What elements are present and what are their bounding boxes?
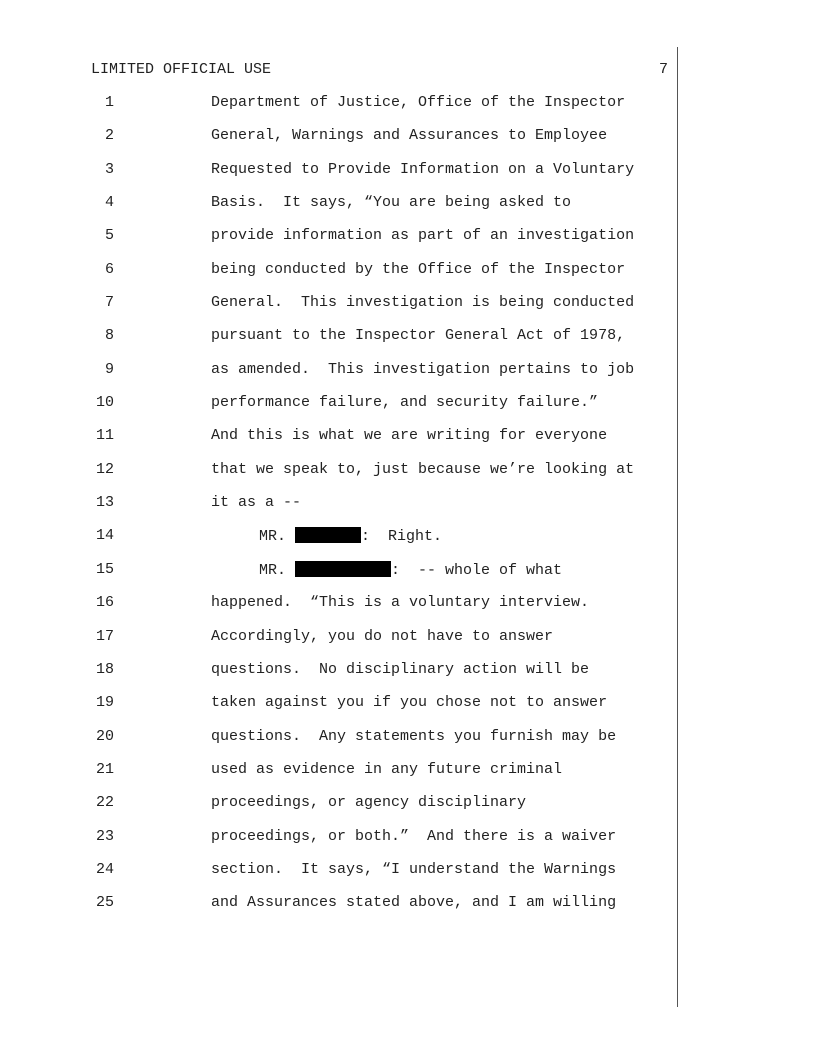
line-number: 13 [95,494,114,512]
line-number: 21 [95,760,114,778]
line-text: being conducted by the Office of the Inspector [211,260,626,278]
line-text: section. It says, “I understand the Warnings [211,860,617,878]
line-text: as amended. This investigation pertains to job [211,360,635,378]
line-text: proceedings, or agency disciplinary [211,794,527,812]
redaction-bar [295,527,361,543]
line-number: 3 [104,160,114,178]
line-text: happened. “This is a voluntary interview. [211,594,590,612]
transcript-line [0,294,816,327]
transcript-line [0,828,816,861]
line-number: 7 [104,294,114,312]
transcript-line [0,794,816,827]
transcript-line [0,661,816,694]
line-number: 9 [104,360,114,378]
line-number: 12 [95,460,114,478]
speaker-remark: : Right. [361,528,443,546]
line-text: Basis. It says, “You are being asked to [211,194,572,212]
line-text: And this is what we are writing for everyone [211,427,608,445]
transcript-line [0,427,816,460]
transcript-line [0,761,816,794]
line-number: 8 [104,327,114,345]
transcript-line [0,861,816,894]
transcript-line [0,494,816,527]
line-number: 22 [95,794,114,812]
transcript-line [0,694,816,727]
transcript-line [0,894,816,927]
line-text: that we speak to, just because we’re looking at [211,460,635,478]
transcript-line [0,561,816,594]
transcript-line [0,227,816,260]
redaction-bar [295,561,391,577]
line-text: provide information as part of an investigation [211,227,635,245]
line-text: General, Warnings and Assurances to Employee [211,127,608,145]
line-text: it as a -- [211,494,302,512]
line-text: Department of Justice, Office of the Inspector [211,94,626,111]
page-number: 7 [658,61,668,78]
line-text: General. This investigation is being conducted [211,294,635,312]
line-number: 4 [104,194,114,212]
transcript-line [0,628,816,661]
line-number: 10 [95,394,114,412]
line-text: performance failure, and security failure.” [211,394,599,412]
line-number: 16 [95,594,114,612]
transcript-line [0,127,816,160]
speaker-title: MR. [259,528,296,546]
line-number: 1 [104,94,114,111]
line-number: 19 [95,694,114,712]
line-number: 17 [95,627,114,645]
line-number: 6 [104,260,114,278]
line-text: Requested to Provide Information on a Voluntary [211,160,635,178]
speaker-line [259,561,562,580]
speaker-remark: : -- whole of what [391,561,563,579]
transcript-line [0,394,816,427]
line-number: 14 [95,527,114,545]
line-number: 18 [95,660,114,678]
speaker-line [259,527,442,546]
line-text: pursuant to the Inspector General Act of 1978, [211,327,626,345]
line-number: 11 [95,427,114,445]
line-text: questions. Any statements you furnish may be [211,727,617,745]
classification-header: LIMITED OFFICIAL USE [91,61,272,78]
transcript-line [0,728,816,761]
transcript-line [0,194,816,227]
transcript-line [0,327,816,360]
line-number: 25 [95,894,114,912]
transcript-line [0,94,816,127]
transcript-line [0,527,816,560]
transcript-line [0,261,816,294]
line-text: and Assurances stated above, and I am willing [211,894,617,912]
line-text: proceedings, or both.” And there is a waiver [211,827,617,845]
transcript-line [0,361,816,394]
line-text: Accordingly, you do not have to answer [211,627,554,645]
line-number: 20 [95,727,114,745]
line-number: 24 [95,860,114,878]
speaker-title: MR. [259,561,296,579]
line-text: taken against you if you chose not to answer [211,694,608,712]
transcript-line [0,161,816,194]
transcript-line [0,461,816,494]
line-number: 2 [104,127,114,145]
line-number: 15 [95,560,114,578]
line-number: 5 [104,227,114,245]
line-text: used as evidence in any future criminal [211,760,563,778]
transcript-lines [0,94,816,928]
line-number: 23 [95,827,114,845]
transcript-line [0,594,816,627]
line-text: questions. No disciplinary action will be [211,660,590,678]
